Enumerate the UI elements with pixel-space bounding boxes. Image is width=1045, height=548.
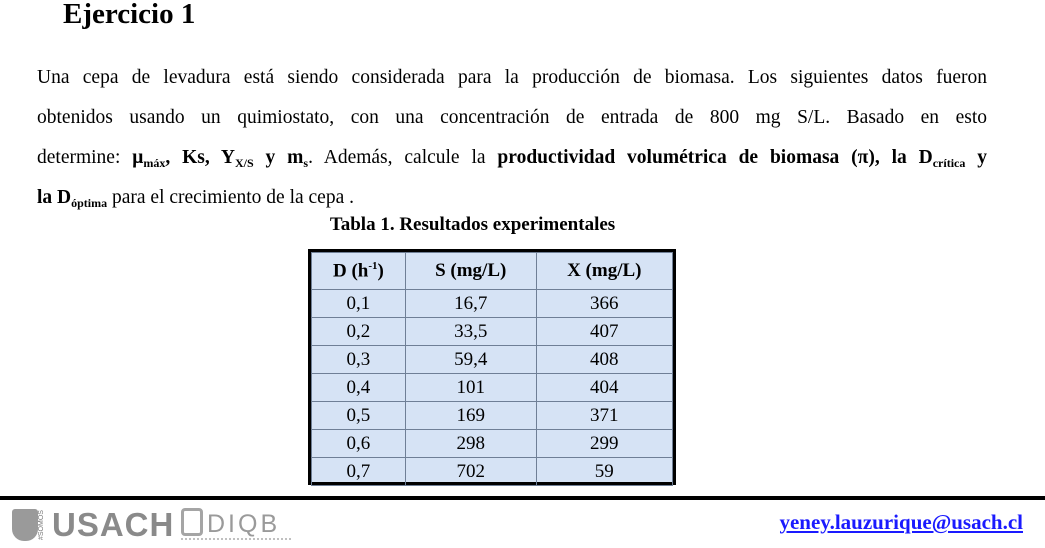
table-row — [312, 402, 673, 430]
page-title: Ejercicio 1 — [63, 0, 196, 30]
cell-s: 16,7 — [405, 290, 536, 318]
ms-subscript: s — [303, 156, 309, 170]
contact-email-link[interactable]: yeney.lauzurique@usach.cl — [779, 510, 1023, 534]
cell-x: 371 — [536, 402, 672, 430]
cell-d: 0,3 — [312, 346, 406, 374]
cell-x: 404 — [536, 374, 672, 402]
header-d — [312, 253, 406, 290]
header-s: S (mg/L) — [405, 253, 536, 290]
text-y-m: y m — [253, 147, 304, 168]
cell-d: 0,4 — [312, 374, 406, 402]
cell-d: 0,5 — [312, 402, 406, 430]
mu-symbol: μ — [132, 147, 144, 168]
somos-tag: #SOMOS — [38, 510, 45, 540]
table-row — [312, 458, 673, 486]
statement-line-3 — [37, 138, 987, 178]
cell-s: 101 — [405, 374, 536, 402]
cell-x: 299 — [536, 430, 672, 458]
table-row — [312, 290, 673, 318]
usach-logo: USACH — [52, 506, 175, 543]
cell-s: 298 — [405, 430, 536, 458]
mu-subscript: máx — [143, 156, 166, 170]
cell-x: 408 — [536, 346, 672, 374]
statement-line-1: Una cepa de levadura está siendo considerada para la producción de biomasa. Los siguientes datos fueron — [37, 67, 987, 88]
cell-d: 0,2 — [312, 318, 406, 346]
cell-s: 33,5 — [405, 318, 536, 346]
table-row — [312, 318, 673, 346]
header-d-label: D (h — [332, 260, 369, 282]
exercise-statement — [37, 58, 987, 218]
text-y: y — [965, 147, 987, 168]
university-crest-icon — [12, 509, 38, 541]
statement-line-4 — [37, 178, 987, 218]
cell-d: 0,1 — [312, 290, 406, 318]
text-crecimiento: para el crecimiento de la cepa . — [107, 187, 354, 208]
text-determine: determine: — [37, 147, 133, 168]
text-ks-y: , Ks, Y — [165, 147, 235, 168]
table-caption — [0, 214, 1045, 236]
table-caption-text: Tabla 1. Resultados experimentales — [329, 214, 616, 235]
text-productividad: productividad volumétrica de biomasa (π), la D — [497, 147, 933, 168]
cell-x: 59 — [536, 458, 672, 486]
table-row — [312, 346, 673, 374]
diqb-logo-icon — [181, 508, 203, 536]
text-la-d: la D — [37, 187, 72, 208]
text-ademas: . Además, calcule la — [308, 147, 498, 168]
header-d-exponent: -1 — [368, 259, 378, 272]
diqb-logo-subtitle — [181, 538, 291, 544]
table-row — [312, 374, 673, 402]
dcritica-subscript: crítica — [932, 156, 966, 170]
cell-d: 0,7 — [312, 458, 406, 486]
results-table-container — [308, 249, 676, 485]
cell-x: 407 — [536, 318, 672, 346]
diqb-logo: DIQB — [207, 510, 281, 538]
header-x: X (mg/L) — [536, 253, 672, 290]
cell-d: 0,6 — [312, 430, 406, 458]
header-d-close: ) — [377, 260, 384, 282]
yield-subscript: X/S — [234, 156, 254, 170]
cell-x: 366 — [536, 290, 672, 318]
cell-s: 702 — [405, 458, 536, 486]
results-table — [311, 252, 673, 486]
cell-s: 59,4 — [405, 346, 536, 374]
doptima-subscript: óptima — [71, 196, 108, 210]
table-header-row — [312, 253, 673, 290]
statement-line-2: obtenidos usando un quimiostato, con una concentración de entrada de 800 mg S/L. Basado en esto — [37, 107, 987, 128]
table-row — [312, 430, 673, 458]
footer — [0, 500, 1045, 548]
cell-s: 169 — [405, 402, 536, 430]
